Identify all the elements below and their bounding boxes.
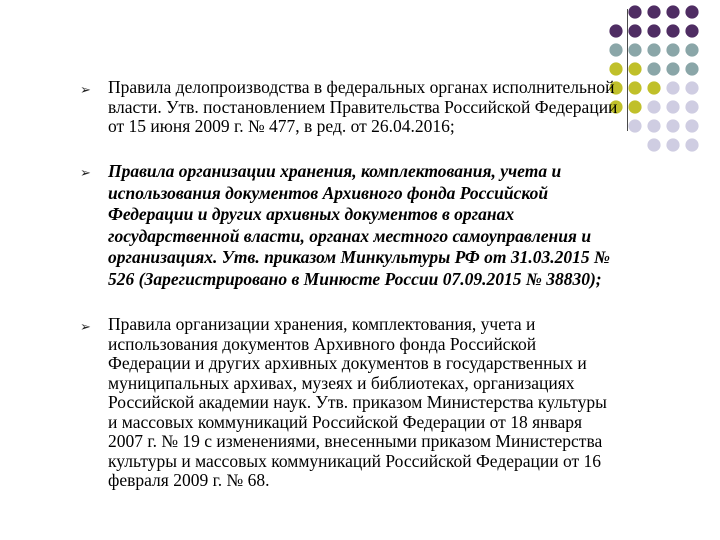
item-1-line-1: Правила делопроизводства в федеральных органах исполнительной <box>108 77 615 97</box>
arrow-bullet-icon: ➢ <box>80 320 91 335</box>
item-2-line-1: Правила организации хранения, комплектования, учета и <box>108 161 562 181</box>
item-2-line-3: Федерации и других архивных документов в органах <box>108 204 515 224</box>
item-1-line-2: власти. Утв. постановлением Правительства Российской Федерации <box>108 96 618 117</box>
item-2-line-5: организациях. Утв. приказом Минкультуры РФ от 31.03.2015 № <box>108 247 610 267</box>
list-item-1 <box>108 78 668 137</box>
list-item-3 <box>108 315 668 491</box>
item-3-line-4: муниципальных архивах, музеях и библиотеках, организациях <box>108 372 575 393</box>
item-3-line-9: февраля 2009 г. № 68. <box>108 470 270 490</box>
item-1-line-3: от 15 июня 2009 г. № 477, в ред. от 26.04.2016; <box>108 116 455 136</box>
arrow-bullet-icon: ➢ <box>80 83 91 98</box>
item-2-line-2: использования документов Архивного фонда Российской <box>108 182 549 203</box>
item-2-line-4: государственной власти, органах местного самоуправления и <box>108 225 592 246</box>
item-3-line-3: Федерации и других архивных документов в государственных и <box>108 353 587 373</box>
item-2-line-6: 526 (Зарегистрировано в Минюсте России 07.09.2015 № 38830); <box>108 268 602 289</box>
item-3-line-2: использования документов Архивного фонда Российской <box>108 333 537 354</box>
item-3-line-1: Правила организации хранения, комплектования, учета и <box>108 314 536 334</box>
list-item-2 <box>108 161 668 290</box>
item-3-line-6: и массовых коммуникаций Российской Федерации от 18 января <box>108 411 583 432</box>
arrow-bullet-icon: ➢ <box>80 166 91 181</box>
item-3-line-8: культуры и массовых коммуникаций Российской Федерации от 16 <box>108 450 602 471</box>
item-3-line-7: 2007 г. № 19 с изменениями, внесенными приказом Министерства <box>108 431 603 451</box>
item-3-line-5: Российской академии наук. Утв. приказом Министерства культуры <box>108 392 607 412</box>
